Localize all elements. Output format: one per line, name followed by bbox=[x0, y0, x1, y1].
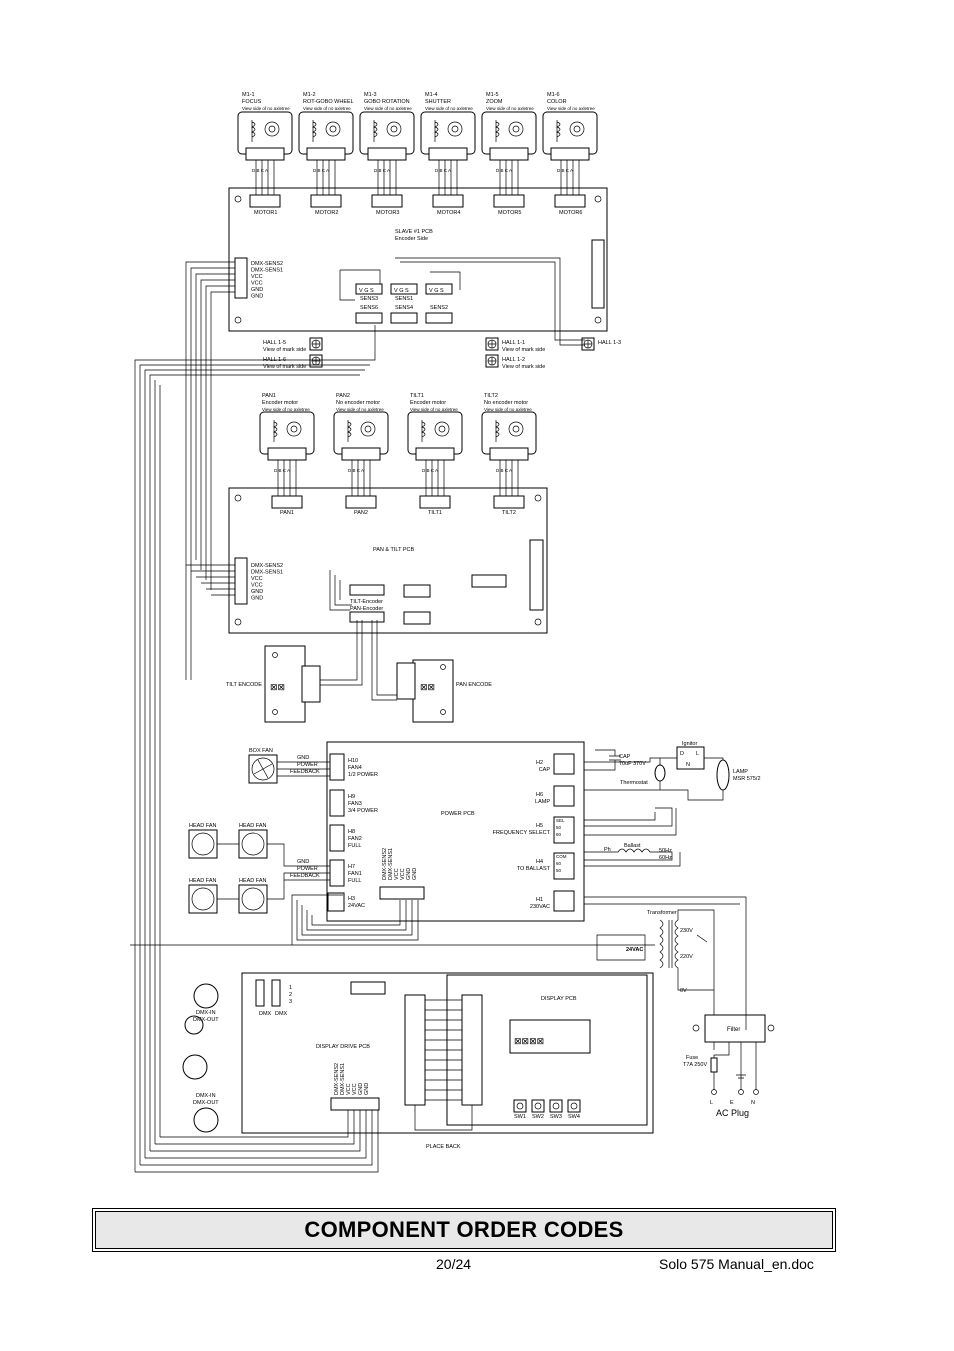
power-header-H8 bbox=[330, 825, 344, 851]
hall-label-1: HALL 1-6 bbox=[263, 357, 287, 363]
motor-pins-6: D B C A bbox=[557, 168, 574, 173]
stepper-motor-1 bbox=[238, 112, 292, 160]
motor-pins-1: D B C A bbox=[252, 168, 269, 173]
stepper-motor-5 bbox=[482, 112, 536, 160]
sensor-header-bottom-1 bbox=[391, 313, 417, 323]
svg-text:⊠⊠⊠⊠: ⊠⊠⊠⊠ bbox=[514, 1036, 545, 1046]
motor-connector-label-5: MOTOR5 bbox=[498, 210, 522, 216]
display-pcb-title: DISPLAY PCB bbox=[541, 996, 577, 1002]
motor-connector-4 bbox=[433, 195, 463, 207]
ballast-pin-1: 60 bbox=[556, 861, 562, 866]
svg-text:N: N bbox=[686, 762, 690, 768]
motor-name-2: ROT-GOBO WHEEL bbox=[303, 99, 354, 105]
h3-pin-3: VCC bbox=[400, 868, 406, 880]
pan-tilt-connector-2 bbox=[420, 496, 450, 508]
power-pcb-title: POWER PCB bbox=[441, 811, 475, 817]
pan-tilt-dmx-pin-3: VCC bbox=[251, 582, 263, 589]
power-header-line-H3: 24VAC bbox=[348, 903, 366, 909]
display-switch-2 bbox=[532, 1100, 544, 1112]
display-drive-pin-1: DMX-SENS1 bbox=[340, 1062, 346, 1095]
pan-tilt-dmx-pin-2: VCC bbox=[251, 576, 263, 582]
component-order-codes-banner bbox=[92, 1208, 836, 1252]
freq-pin-0: SEL bbox=[556, 818, 565, 823]
power-right-id-H4: H4 bbox=[536, 859, 544, 865]
thermostat-label: Thermostat bbox=[620, 780, 648, 786]
pan-tilt-stepper-2 bbox=[408, 412, 462, 460]
ac-plug-label: AC Plug bbox=[716, 1108, 750, 1118]
motor-id-6: M1-6 bbox=[547, 92, 560, 98]
pan-tilt-stepper-3 bbox=[482, 412, 536, 460]
sensor-header-bottom-0 bbox=[356, 313, 382, 323]
sensor-label-2: SENS6 bbox=[360, 305, 379, 311]
freq-pin-2: 60 bbox=[556, 832, 562, 837]
main-harness bbox=[130, 262, 655, 1172]
motor-id-5: M1-5 bbox=[486, 92, 499, 98]
motor-view-note-2: View side of no axletree bbox=[303, 106, 351, 111]
pan-tilt-motor-id-2: TILT1 bbox=[410, 393, 424, 399]
pan-tilt-stepper-0 bbox=[260, 412, 314, 460]
hall-note-0: View of mark side bbox=[263, 347, 307, 353]
ballast-60hz: 60Hz bbox=[659, 855, 672, 861]
sensor-pins-0: V G S bbox=[359, 288, 374, 294]
motor-connector-label-3: MOTOR3 bbox=[376, 210, 400, 216]
motor-id-3: M1-3 bbox=[364, 92, 377, 98]
power-header-H9 bbox=[330, 790, 344, 816]
document-name: Solo 575 Manual_en.doc bbox=[659, 1256, 814, 1272]
stepper-motor-3 bbox=[360, 112, 414, 160]
lamp-label: LAMP bbox=[733, 769, 748, 775]
pan-tilt-wires-3 bbox=[500, 460, 518, 496]
pan-tilt-dmx-pin-5: GND bbox=[251, 595, 264, 602]
motor-id-2: M1-2 bbox=[303, 92, 316, 98]
sensor-header-bottom-2 bbox=[426, 313, 452, 323]
power-right-label-H6: LAMP bbox=[535, 799, 550, 805]
power-right-header-H1 bbox=[554, 891, 574, 911]
pan-tilt-view-note-0: View side of no axletree bbox=[262, 407, 310, 412]
plug-pin-l: L bbox=[710, 1100, 714, 1106]
hall-note-1: View of mark side bbox=[263, 364, 307, 370]
pan-tilt-dmx-pin-4: GND bbox=[251, 589, 264, 595]
pan-tilt-motor-type-1: No encoder motor bbox=[336, 400, 381, 406]
transformer-230v: 230V bbox=[680, 928, 693, 934]
h3-pin-0: DMX-SENS2 bbox=[382, 847, 388, 880]
sensor-pins-1: V G S bbox=[394, 288, 409, 294]
power-header-id-H7: H7 bbox=[348, 864, 356, 870]
power-header-id-H8: H8 bbox=[348, 829, 356, 835]
seven-segment-display bbox=[510, 1020, 590, 1053]
motor-connector-label-6: MOTOR6 bbox=[559, 210, 583, 216]
tilt-encoder-label: TILT-Encoder bbox=[350, 599, 383, 605]
ignitor-label: Ignitor bbox=[682, 741, 698, 747]
ballast-label: Ballast bbox=[624, 843, 641, 849]
display-drive-pin-5: GND bbox=[364, 1082, 370, 1095]
motor-connector-label-1: MOTOR1 bbox=[254, 210, 278, 216]
fan-wire-gnd: GND bbox=[297, 755, 310, 761]
svg-text:D: D bbox=[680, 751, 684, 757]
power-header-id-H10: H10 bbox=[348, 758, 359, 764]
pan-tilt-pcb bbox=[229, 488, 547, 633]
pan-tilt-wires-0 bbox=[278, 460, 296, 496]
motor-wires-1 bbox=[256, 160, 274, 195]
pan-tilt-pins-2: D B C A bbox=[422, 468, 439, 473]
motor-pins-2: D B C A bbox=[313, 168, 330, 173]
fuse-label: Fuse bbox=[686, 1055, 699, 1061]
plug-pin-e: E bbox=[730, 1100, 734, 1106]
display-drive-pin-2: VCC bbox=[346, 1083, 352, 1095]
slave-dmx-pin-5: GND bbox=[251, 293, 264, 300]
pan-tilt-view-note-3: View side of no axletree bbox=[484, 407, 532, 412]
svg-text:L: L bbox=[696, 751, 700, 757]
pan-tilt-connector-3 bbox=[494, 496, 524, 508]
cap-symbol bbox=[584, 750, 621, 770]
motor-connector-label-2: MOTOR2 bbox=[315, 210, 339, 216]
motor-view-note-4: View side of no axletree bbox=[425, 106, 473, 111]
motor-pins-4: D B C A bbox=[435, 168, 452, 173]
power-header-line-H9-1: 3/4 POWER bbox=[348, 808, 378, 814]
thermostat-icon bbox=[655, 765, 665, 781]
motor-wires-5 bbox=[500, 160, 518, 195]
pan-tilt-view-note-1: View side of no axletree bbox=[336, 407, 384, 412]
power-right-id-H2: H2 bbox=[536, 760, 544, 766]
pan-tilt-connector-label-1: PAN2 bbox=[354, 510, 368, 516]
sensor-label-3: SENS4 bbox=[395, 305, 414, 311]
pan-encoder bbox=[397, 660, 453, 722]
h3-pin-5: GND bbox=[412, 867, 418, 880]
power-header-line-H9-0: FAN3 bbox=[348, 801, 362, 807]
banner-title: COMPONENT ORDER CODES bbox=[304, 1217, 624, 1242]
tilt-encode-label: TILT ENCODE bbox=[226, 682, 262, 688]
power-header-id-H9: H9 bbox=[348, 794, 356, 800]
power-header-line-H7-0: FAN1 bbox=[348, 871, 362, 877]
hall-sensor-0 bbox=[310, 338, 322, 350]
fuse-value: T7A 250V bbox=[683, 1062, 708, 1068]
transformer-label: Transformer bbox=[647, 910, 677, 916]
ballast-pin-0: COM bbox=[556, 854, 567, 859]
pan-tilt-pcb-title: PAN & TILT PCB bbox=[373, 547, 415, 553]
head-fan-label-3: HEAD FAN bbox=[189, 878, 217, 884]
motor-name-4: SHUTTER bbox=[425, 99, 451, 105]
pan-tilt-connector-label-3: TILT2 bbox=[502, 510, 516, 516]
pan-tilt-stepper-1 bbox=[334, 412, 388, 460]
page-number: 20/24 bbox=[436, 1256, 472, 1272]
pan-tilt-dmx-pin-0: DMX-SENS2 bbox=[251, 563, 284, 569]
power-right-header-H6 bbox=[554, 786, 574, 806]
hall-label-4: HALL 1-3 bbox=[598, 340, 622, 346]
hall-label-3: HALL 1-2 bbox=[502, 357, 526, 363]
motor-connector-1 bbox=[250, 195, 280, 207]
pan-encoder-label: PAN-Encoder bbox=[350, 606, 384, 612]
h3-pin-2: VCC bbox=[394, 868, 400, 880]
pan-tilt-connector-1 bbox=[346, 496, 376, 508]
slave-pcb-title: SLAVE #1 PCB bbox=[395, 229, 433, 235]
dmx-in-label-2: DMX-IN bbox=[196, 1093, 216, 1099]
power-right-label-H4: TO BALLAST bbox=[516, 866, 550, 872]
display-switch-label-2: SW2 bbox=[532, 1114, 544, 1120]
lamp-model: MSR 575/2 bbox=[733, 776, 761, 782]
pan-tilt-dmx-pin-1: DMX-SENS1 bbox=[251, 569, 284, 576]
display-switch-label-4: SW4 bbox=[568, 1114, 580, 1120]
box-fan-label: BOX FAN bbox=[249, 748, 273, 754]
motor-wires-2 bbox=[317, 160, 335, 195]
transformer-24vac: 24VAC bbox=[626, 947, 644, 953]
power-right-label-H5: FREQUENCY SELECT bbox=[492, 830, 550, 836]
motor-pins-5: D B C A bbox=[496, 168, 513, 173]
head-fan-label-1: HEAD FAN bbox=[189, 823, 217, 829]
motor-id-1: M1-1 bbox=[242, 92, 255, 98]
pan-encode-label: PAN ENCODE bbox=[456, 682, 492, 688]
dmx-out-label-2: DMX-OUT bbox=[193, 1100, 219, 1106]
cap-value: 70uF 370V bbox=[619, 761, 646, 767]
pan-tilt-motor-type-3: No encoder motor bbox=[484, 400, 529, 406]
motor-connector-label-4: MOTOR4 bbox=[437, 210, 461, 216]
svg-text:3: 3 bbox=[289, 999, 293, 1005]
hall-sensor-2 bbox=[486, 338, 498, 350]
head-fan-label-2: HEAD FAN bbox=[239, 823, 267, 829]
place-back-label: PLACE BACK bbox=[426, 1144, 461, 1150]
slave-dmx-pin-2: VCC bbox=[251, 274, 263, 280]
hall-note-3: View of mark side bbox=[502, 364, 546, 370]
display-drive-pcb-title: DISPLAY DRIVE PCB bbox=[316, 1044, 370, 1050]
display-switch-4 bbox=[568, 1100, 580, 1112]
pan-tilt-motor-type-2: Encoder motor bbox=[410, 400, 447, 406]
slave-pcb bbox=[229, 188, 607, 331]
motor-connector-6 bbox=[555, 195, 585, 207]
lamp-icon bbox=[717, 760, 729, 790]
display-drive-pin-0: DMX-SENS2 bbox=[334, 1062, 340, 1095]
power-header-line-H8-0: FAN2 bbox=[348, 836, 362, 842]
dmx-label-2: DMX bbox=[275, 1011, 288, 1017]
motor-name-6: COLOR bbox=[547, 99, 567, 105]
motor-view-note-6: View side of no axletree bbox=[547, 106, 595, 111]
pan-tilt-wires-2 bbox=[426, 460, 444, 496]
motor-name-5: ZOOM bbox=[486, 99, 503, 105]
svg-text:⊠⊠: ⊠⊠ bbox=[420, 682, 436, 692]
power-right-label-H2: CAP bbox=[538, 767, 550, 773]
plug-pin-n: N bbox=[751, 1100, 755, 1106]
slave-dmx-pin-4: GND bbox=[251, 287, 264, 293]
pan-tilt-pins-1: D B C A bbox=[348, 468, 365, 473]
slave-dmx-pin-0: DMX-SENS2 bbox=[251, 261, 284, 267]
power-right-header-H2 bbox=[554, 754, 574, 774]
pan-tilt-wires-1 bbox=[352, 460, 370, 496]
power-header-id-H3: H3 bbox=[348, 896, 356, 902]
motor-view-note-3: View side of no axletree bbox=[364, 106, 412, 111]
display-switch-3 bbox=[550, 1100, 562, 1112]
motor-view-note-5: View side of no axletree bbox=[486, 106, 534, 111]
hall-label-0: HALL 1-5 bbox=[263, 340, 287, 346]
power-header-line-H10-1: 1/2 POWER bbox=[348, 772, 378, 778]
pan-tilt-view-note-2: View side of no axletree bbox=[410, 407, 458, 412]
pan-tilt-motor-type-0: Encoder motor bbox=[262, 400, 299, 406]
sensor-label-0: SENS3 bbox=[360, 296, 379, 302]
transformer-0v: 0V bbox=[680, 988, 687, 994]
fan-wire-feedback: FEEDBACK bbox=[290, 769, 320, 775]
motor-name-3: GOBO ROTATION bbox=[364, 99, 410, 105]
ballast-50hz: 50Hz bbox=[659, 848, 672, 854]
slave-dmx-pin-1: DMX-SENS1 bbox=[251, 267, 284, 274]
power-header-line-H7-1: FULL bbox=[348, 878, 362, 884]
freq-pin-1: 50 bbox=[556, 825, 562, 830]
hall-note-2: View of mark side bbox=[502, 347, 546, 353]
pan-tilt-dmx-header bbox=[235, 558, 247, 604]
box-fan-icon bbox=[249, 755, 277, 783]
fan-wire-power-2: POWER bbox=[297, 866, 318, 872]
cap-label: CAP bbox=[619, 754, 631, 760]
hall-label-2: HALL 1-1 bbox=[502, 340, 526, 346]
pan-tilt-pins-0: D B C A bbox=[274, 468, 291, 473]
stepper-motor-6 bbox=[543, 112, 597, 160]
pan-tilt-motor-id-3: TILT2 bbox=[484, 393, 498, 399]
fan-wire-gnd-2: GND bbox=[297, 859, 310, 865]
slave-dmx-header bbox=[235, 258, 247, 298]
sensor-label-1: SENS1 bbox=[395, 296, 414, 302]
motor-pins-3: D B C A bbox=[374, 168, 391, 173]
fan-wire-power: POWER bbox=[297, 762, 318, 768]
motor-name-1: FOCUS bbox=[242, 99, 262, 105]
dmx-in-label-1: DMX-IN bbox=[196, 1010, 216, 1016]
slave-pcb-subtitle: Encoder Side bbox=[395, 236, 429, 242]
pan-tilt-connector-label-2: TILT1 bbox=[428, 510, 442, 516]
power-right-id-H6: H6 bbox=[536, 792, 544, 798]
stepper-motor-4 bbox=[421, 112, 475, 160]
motor-connector-5 bbox=[494, 195, 524, 207]
h3-pin-4: GND bbox=[406, 867, 412, 880]
display-switch-label-3: SW3 bbox=[550, 1114, 562, 1120]
power-right-id-H1: H1 bbox=[536, 897, 544, 903]
sensor-pins-2: V G S bbox=[429, 288, 444, 294]
transformer-220v: 220V bbox=[680, 954, 693, 960]
hall-sensor-3 bbox=[486, 355, 498, 367]
h3-pin-1: DMX-SENS1 bbox=[388, 847, 394, 880]
tilt-encoder bbox=[265, 646, 320, 722]
motor-connector-3 bbox=[372, 195, 402, 207]
display-switch-1 bbox=[514, 1100, 526, 1112]
pan-tilt-motor-id-0: PAN1 bbox=[262, 393, 276, 399]
pan-tilt-connector-0 bbox=[272, 496, 302, 508]
dmx-connectors bbox=[183, 984, 218, 1132]
motor-wires-4 bbox=[439, 160, 457, 195]
display-switch-label-1: SW1 bbox=[514, 1114, 526, 1120]
power-right-id-H5: H5 bbox=[536, 823, 544, 829]
ballast-pin-2: 50 bbox=[556, 868, 562, 873]
filter-label: Filter bbox=[727, 1027, 741, 1033]
pan-tilt-pins-3: D B C A bbox=[496, 468, 513, 473]
svg-text:1: 1 bbox=[289, 985, 293, 991]
head-fan-icons bbox=[189, 830, 267, 913]
fan-wire-feedback-2: FEEDBACK bbox=[290, 873, 320, 879]
pan-tilt-connector-label-0: PAN1 bbox=[280, 510, 294, 516]
sensor-label-4: SENS2 bbox=[430, 305, 449, 311]
power-header-line-H10-0: FAN4 bbox=[348, 765, 362, 771]
pan-tilt-motor-id-1: PAN2 bbox=[336, 393, 350, 399]
dmx-out-label-1: DMX-OUT bbox=[193, 1017, 219, 1023]
display-drive-pin-3: VCC bbox=[352, 1083, 358, 1095]
motor-wires-6 bbox=[561, 160, 579, 195]
power-header-line-H8-1: FULL bbox=[348, 843, 362, 849]
power-header-H7 bbox=[330, 860, 344, 886]
head-fan-label-4: HEAD FAN bbox=[239, 878, 267, 884]
slave-dmx-pin-3: VCC bbox=[251, 280, 263, 287]
svg-text:⊠⊠: ⊠⊠ bbox=[270, 682, 286, 692]
stepper-motor-2 bbox=[299, 112, 353, 160]
motor-view-note-1: View side of no axletree bbox=[242, 106, 290, 111]
svg-text:2: 2 bbox=[289, 992, 293, 998]
power-header-H10 bbox=[330, 754, 344, 780]
ballast-ph: Ph bbox=[604, 847, 611, 853]
motor-wires-3 bbox=[378, 160, 396, 195]
motor-connector-2 bbox=[311, 195, 341, 207]
transformer-coils bbox=[660, 910, 714, 1015]
dmx-label-1: DMX bbox=[259, 1011, 272, 1017]
display-drive-pin-4: GND bbox=[358, 1082, 364, 1095]
motor-id-4: M1-4 bbox=[425, 92, 438, 98]
power-right-label-H1: 230VAC bbox=[529, 904, 550, 910]
